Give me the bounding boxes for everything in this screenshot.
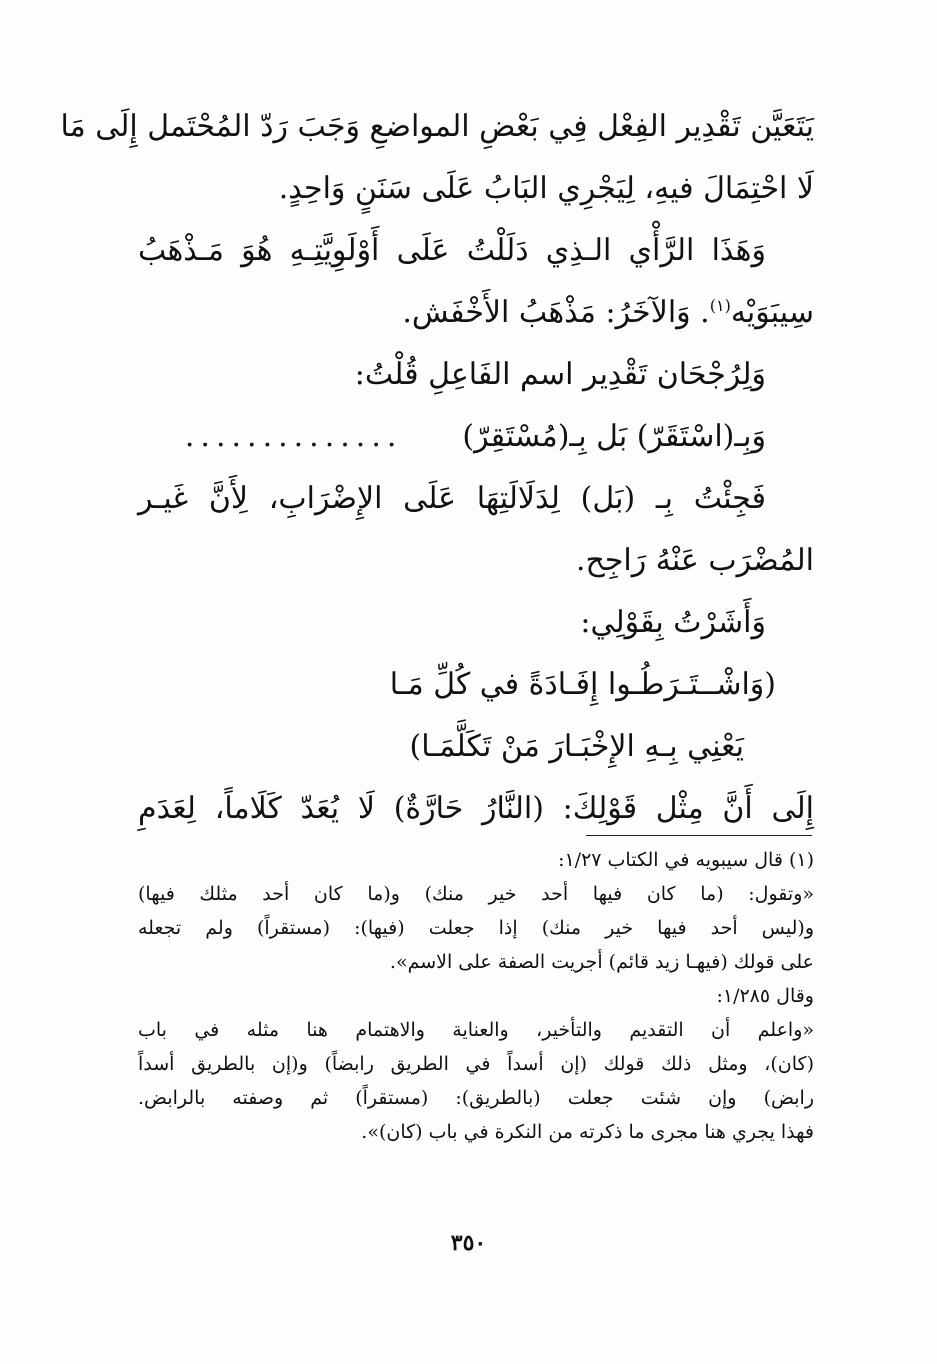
text-line: وَأَشَرْتُ بِقَوْلِي: <box>580 605 766 640</box>
footnotes <box>138 843 814 1149</box>
footnote-line: رابض) وإن شئت جعلت (بالطريق): (مستقراً) ثم وصفته بالرابض. <box>138 1087 814 1109</box>
verse-dots: .............. <box>184 419 403 454</box>
footnote-line: «واعلم أن التقديم والتأخير، والعناية والاهتمام هنا مثله في باب <box>138 1019 814 1041</box>
text-line: إِلَى أَنَّ مِثْل قَوْلِكَ: (النَّارُ حَارَّةٌ) لَا يُعَدّ كَلَاماً، لِعَدَمِ <box>138 791 814 826</box>
page-number: ٣٥٠ <box>450 1230 487 1256</box>
verse-line <box>138 406 814 468</box>
text-line: المُضْرَب عَنْهُ رَاجِح. <box>575 543 814 578</box>
text-fragment: سِيبَوَيْه <box>730 295 814 330</box>
footnote-line: و(ليس أحد فيها خير منك) إذا جعلت (فيها): (مستقراً) ولم تجعله <box>138 917 814 939</box>
footnote-line: وقال ١/٢٨٥: <box>716 985 814 1007</box>
verse-line: يَعْنِي بِـهِ الإِخْبَـارَ مَنْ تَكَلَّمَـا) <box>409 729 744 764</box>
text-line: لَا احْتِمَالَ فيهِ، لِيَجْرِي البَابُ عَلَى سَنَنٍ وَاحِدٍ. <box>278 171 814 206</box>
footnote-line: (١) قال سيبويه في الكتاب ١/٢٧: <box>558 849 814 871</box>
footnote-line: «وتقول: (ما كان فيها أحد خير منك) و(ما كان أحد مثلك فيها) <box>138 883 814 905</box>
footnote-line: فهذا يجري هنا مجرى ما ذكرته من النكرة في باب (كان)». <box>361 1121 814 1143</box>
verse-text: وَبِـ(اسْتَقَرّ) بَل بِـ(مُسْتَقِرّ) <box>462 419 766 454</box>
footnote-line: على قولك (فيهـا زيد قائم) أجريت الصفة على الاسم». <box>389 951 814 973</box>
text-line: يَتَعَيَّن تَقْدِير الفِعْل فِي بَعْضِ المواضعِ وَجَبَ رَدّ المُحْتَمل إِلَى مَا <box>60 109 814 144</box>
text-line: وَهَذَا الرَّأْي الـذِي دَلَلْتُ عَلَى أَوْلَوِيَّتِـهِ هُوَ مَـذْهَبُ <box>138 233 766 268</box>
text-line: وَلِرُجْحَان تَقْدِير اسم الفَاعِلِ قُلْتُ: <box>354 357 766 392</box>
text-line <box>138 282 814 344</box>
footnote-line: (كان)، ومثل ذلك قولك (إن أسداً في الطريق رابضاً) و(إن بالطريق أسداً <box>138 1053 814 1075</box>
footnote-reference: (١) <box>709 296 731 315</box>
verse-line: (وَاشْــتَـرَطُـوا إِفَـادَةً في كُلِّ مَـا <box>389 667 776 702</box>
text-fragment: . وَالآخَرُ: مَذْهَبُ الأَخْفَش. <box>402 295 710 330</box>
footnote-separator <box>586 835 812 836</box>
text-line: فَجِئْتُ بِـ (بَل) لِدَلَالَتِهَا عَلَى الإِضْرَابِ، لِأَنَّ غَيـر <box>138 481 766 516</box>
main-text <box>60 96 814 840</box>
